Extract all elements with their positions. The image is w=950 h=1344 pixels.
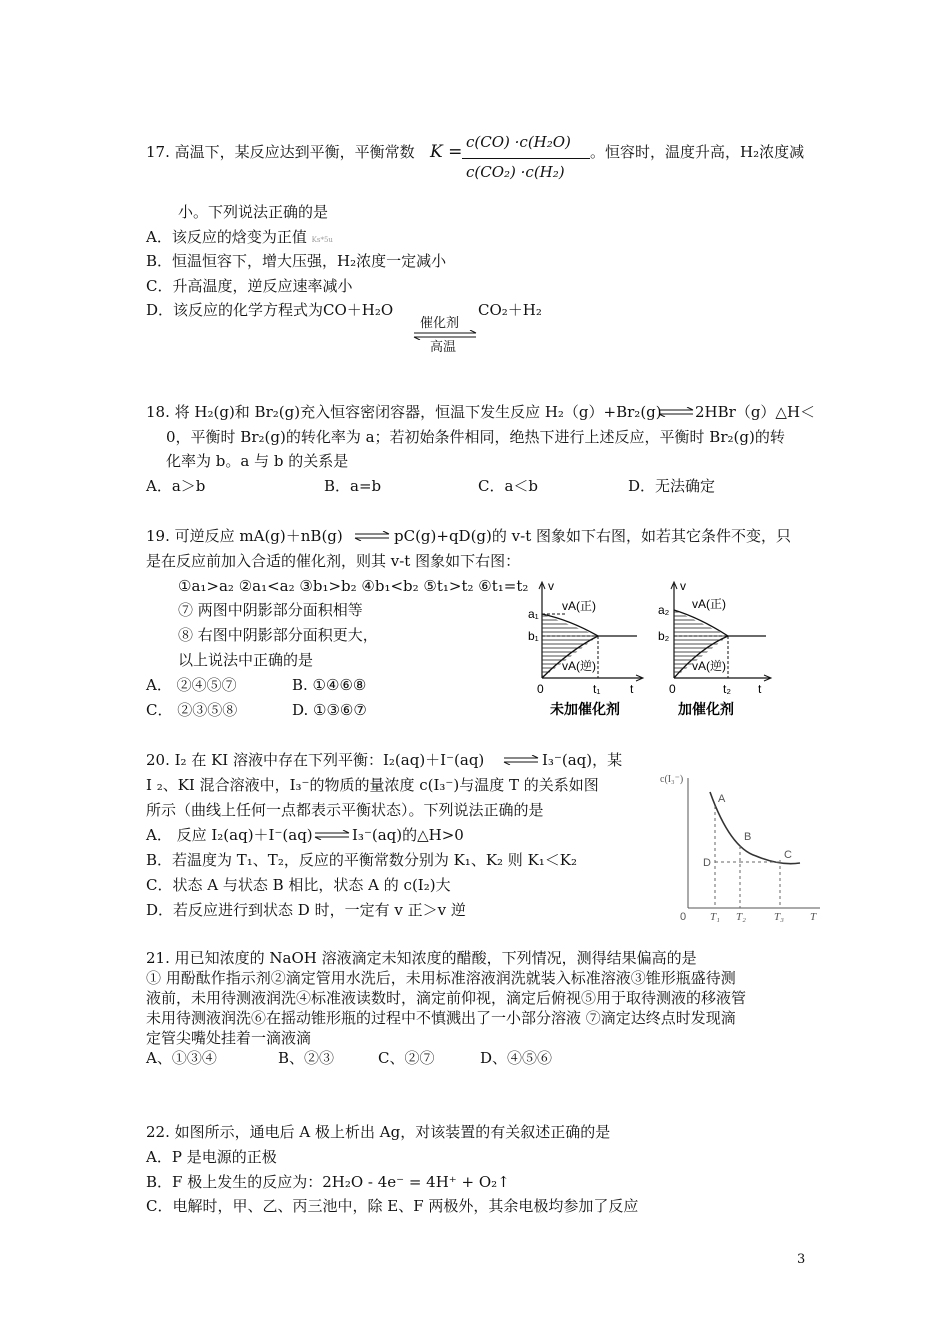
q21-option-a: A、①③④ <box>146 1049 217 1067</box>
q19-equilibrium-arrow <box>354 531 390 541</box>
q19-line1a: 19. 可逆反应 mA(g)＋nB(g) <box>146 527 343 545</box>
svg-text:t₂: t₂ <box>723 682 731 696</box>
q17-fraction-bar <box>462 158 590 159</box>
q20-concentration-temperature-graph <box>660 768 826 924</box>
svg-text:T₂: T₂ <box>736 911 746 923</box>
q17-option-a: A．该反应的焓变为正值 Ks*5u <box>146 228 333 246</box>
point-a: A <box>718 793 726 805</box>
q17-option-b: B．恒温恒容下，增大压强，H₂浓度一定减小 <box>146 252 447 270</box>
shaded-area-forward <box>542 614 598 636</box>
graph2-caption: 加催化剂 <box>678 701 734 717</box>
t1-label: t₁ <box>593 682 601 696</box>
q22-option-b: B．F 极上发生的反应为：2H₂O - 4e⁻ = 4H⁺ + O₂↑ <box>146 1173 510 1191</box>
q18-line1b: 2HBr（g）△H＜ <box>695 403 816 421</box>
svg-text:vA(逆): vA(逆) <box>692 659 726 673</box>
q22-option-a: A．P 是电源的正极 <box>146 1148 277 1166</box>
q18-option-c: C．a＜b <box>478 477 539 495</box>
svg-text:vA(正): vA(正) <box>692 597 726 611</box>
q20-option-a-arrow <box>314 830 350 840</box>
q20-line2: I ₂、KI 混合溶液中，I₃⁻的物质的量浓度 c(I₃⁻)与温度 T 的关系如图 <box>146 776 599 794</box>
q19-statement-8: ⑧ 右图中阴影部分面积更大， <box>178 626 378 644</box>
svg-text:0: 0 <box>669 682 676 696</box>
q19-line2: 是在反应前加入合适的催化剂，则其 v-t 图象如下右图： <box>146 552 521 570</box>
svg-text:T: T <box>810 911 817 923</box>
q17-catalyst-label: 催化剂 <box>420 316 460 331</box>
point-b: B <box>744 831 752 843</box>
b1-label: b₁ <box>528 629 539 643</box>
point-c: C <box>784 849 792 861</box>
q17-stem-post: 。恒容时，温度升高，H₂浓度减 <box>590 143 805 161</box>
a1-label: a₁ <box>528 607 539 621</box>
q18-option-d: D．无法确定 <box>628 477 716 495</box>
svg-text:T₁: T₁ <box>710 911 720 923</box>
q20-option-a-post: I₃⁻(aq)的△H>0 <box>352 826 464 844</box>
q17-k-symbol: K = <box>430 142 463 162</box>
point-d: D <box>703 857 711 869</box>
q20-option-b: B．若温度为 T₁、T₂，反应的平衡常数分别为 K₁、K₂ 则 K₁＜K₂ <box>146 851 578 869</box>
origin-label: 0 <box>537 682 544 696</box>
q21-line3: 液前，未用待测液润洗④标准液读数时，滴定前仰视，滴定后俯视⑤用于取待测液的移液管 <box>146 989 747 1007</box>
page-number: 3 <box>797 1252 806 1267</box>
q20-line3: 所示（曲线上任何一点都表示平衡状态）。下列说法正确的是 <box>146 801 544 819</box>
q20-option-d: D．若反应进行到状态 D 时，一定有 v 正＞v 逆 <box>146 901 466 919</box>
q17-stem: 17. 高温下，某反应达到平衡，平衡常数 <box>146 143 415 161</box>
q21-line5: 定管尖嘴处挂着一滴液滴 <box>146 1029 312 1047</box>
q17-option-c: C．升高温度，逆反应速率减小 <box>146 277 353 295</box>
forward-label: vA(正) <box>562 599 596 613</box>
q18-option-a: A．a＞b <box>146 477 206 495</box>
q21-line4: 未用待测液润洗⑥在摇动锥形瓶的过程中不慎溅出了一小部分溶液 ⑦滴定达终点时发现滴 <box>146 1009 736 1027</box>
q17-stem-cont: 小。下列说法正确的是 <box>178 203 329 221</box>
q18-line1: 18. 将 H₂(g)和 Br₂(g)充入恒容密闭容器，恒温下发生反应 H₂（g）+Br₂(g) <box>146 403 662 421</box>
q21-line2: ① 用酚酞作指示剂②滴定管用水洗后，未用标准溶液润洗就装入标准溶液③锥形瓶盛待测 <box>146 969 736 987</box>
v-label: v <box>548 579 554 593</box>
q21-option-b: B、②③ <box>278 1049 335 1067</box>
q19-line1b: pC(g)+qD(g)的 v-t 图象如下右图，如若其它条件不变，只 <box>394 527 791 545</box>
q19-prompt: 以上说法中正确的是 <box>178 651 314 669</box>
q18-option-b: B．a=b <box>324 477 382 495</box>
q20-option-a: A． 反应 I₂(aq)＋I⁻(aq) <box>146 826 313 844</box>
graph1-caption: 未加催化剂 <box>550 701 620 717</box>
q17-products: CO₂＋H₂ <box>478 301 542 319</box>
q19-option-b: B. ①④⑥⑧ <box>292 676 367 694</box>
q21-option-c: C、②⑦ <box>378 1049 435 1067</box>
svg-text:t: t <box>758 682 762 696</box>
q18-line2: 0，平衡时 Br₂(g)的转化率为 a；若初始条件相同，绝热下进行上述反应，平衡时 Br₂(g)的转 <box>166 428 785 446</box>
t-label: t <box>630 682 634 696</box>
q19-statements: ①a₁>a₂ ②a₁<a₂ ③b₁>b₂ ④b₁<b₂ ⑤t₁>t₂ ⑥t₁=t₂ <box>178 577 529 595</box>
q17-denominator: c(CO₂) ·c(H₂) <box>466 163 565 181</box>
q18-line3: 化率为 b。a 与 b 的关系是 <box>166 452 349 470</box>
q20-equilibrium-arrow <box>503 755 539 765</box>
svg-text:b₂: b₂ <box>658 629 670 643</box>
svg-text:a₂: a₂ <box>658 603 670 617</box>
reverse-label: vA(逆) <box>562 659 596 673</box>
svg-text:c(I₃⁻): c(I₃⁻) <box>660 774 684 785</box>
q18-equilibrium-arrow <box>658 407 694 417</box>
q17-option-d: D．该反应的化学方程式为CO＋H₂O <box>146 301 394 319</box>
q20-line1b: I₃⁻(aq)，某 <box>542 751 623 769</box>
q19-option-d: D. ①③⑥⑦ <box>292 701 367 719</box>
q19-option-a: A． ②④⑤⑦ <box>146 676 237 694</box>
q21-line1: 21. 用已知浓度的 NaOH 溶液滴定未知浓度的醋酸，下列情况，测得结果偏高的是 <box>146 949 697 967</box>
q19-graph-catalyst <box>654 578 780 720</box>
q21-option-d: D、④⑤⑥ <box>480 1049 553 1067</box>
q22-option-c: C．电解时，甲、乙、丙三池中，除 E、F 两极外，其余电极均参加了反应 <box>146 1197 639 1215</box>
q17-numerator: c(CO) ·c(H₂O) <box>466 133 571 151</box>
q19-option-c: C． ②③⑤⑧ <box>146 701 238 719</box>
q20-line1a: 20. I₂ 在 KI 溶液中存在下列平衡：I₂(aq)＋I⁻(aq) <box>146 751 485 769</box>
svg-text:0: 0 <box>680 911 687 923</box>
q22-line1: 22. 如图所示，通电后 A 极上析出 Ag，对该装置的有关叙述正确的是 <box>146 1123 611 1141</box>
svg-text:T₃: T₃ <box>774 911 784 923</box>
q20-option-c: C．状态 A 与状态 B 相比，状态 A 的 c(I₂)大 <box>146 876 451 894</box>
q17-heat-label: 高温 <box>430 340 457 355</box>
q19-statement-7: ⑦ 两图中阴影部分面积相等 <box>178 601 363 619</box>
svg-text:v: v <box>680 579 686 593</box>
q19-graph-no-catalyst <box>522 578 652 720</box>
